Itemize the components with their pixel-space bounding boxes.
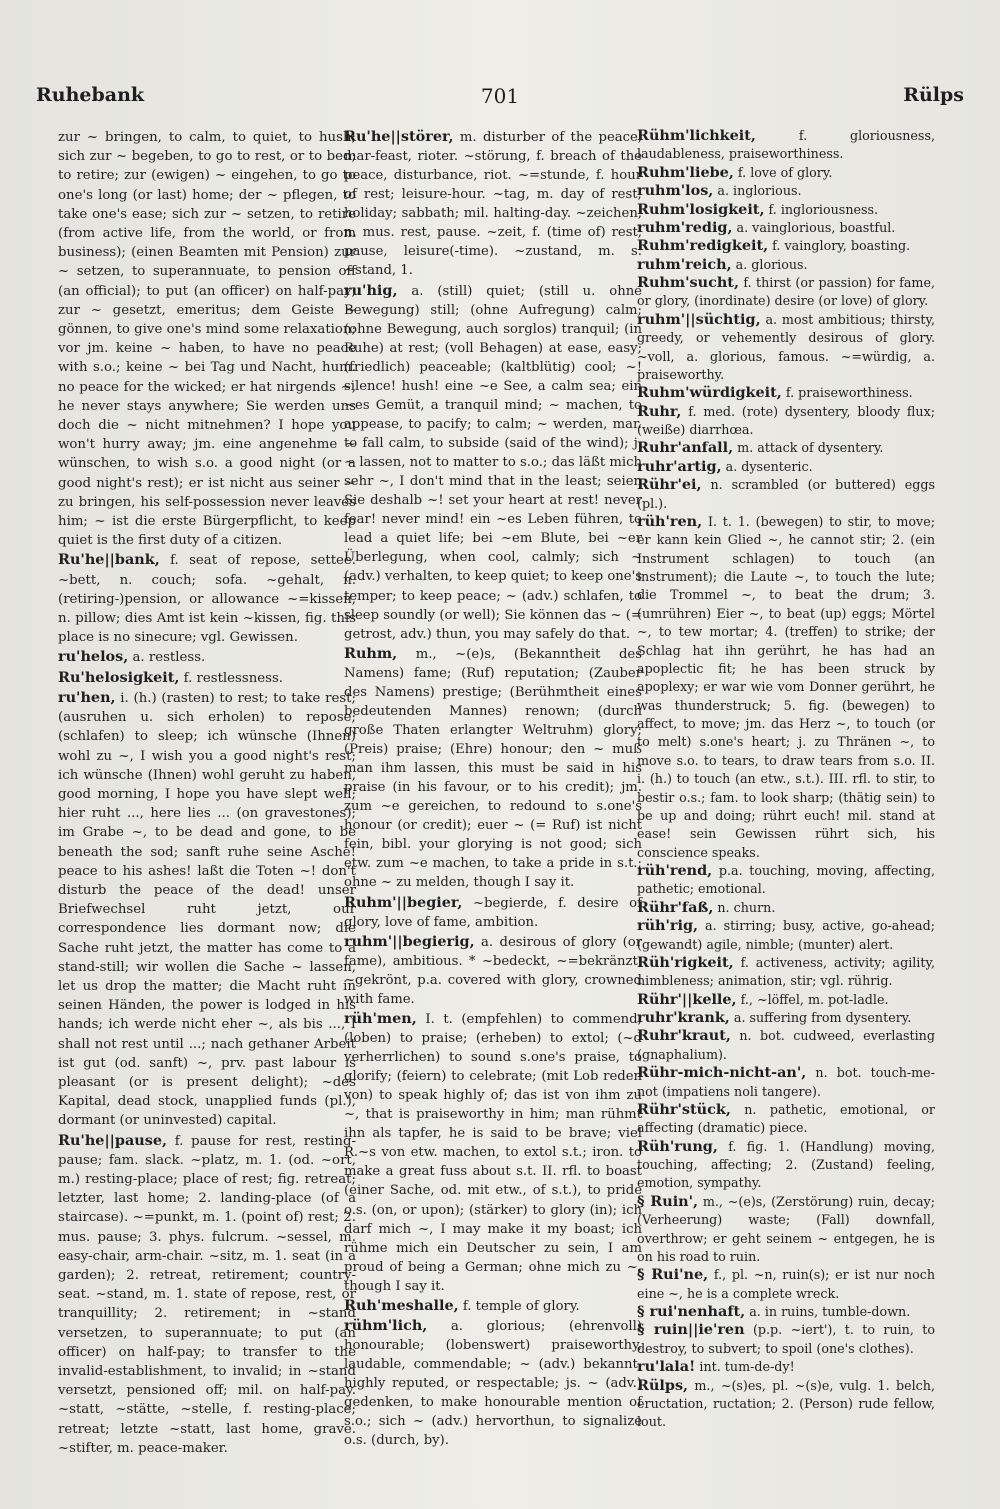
entry-headword: Rühr'faß,: [637, 898, 714, 916]
entry-definition: f. med. (rote) dysentery, bloody flux; (weiße) diarrhœa.: [637, 403, 935, 437]
entry-headword: Rülps,: [637, 1376, 689, 1394]
dictionary-entry: [637, 1377, 935, 1432]
dictionary-entry: [58, 647, 356, 667]
entry-definition: f. gloriousness, laudableness, praiseworthiness.: [637, 128, 935, 162]
entry-headword: Ruhm'sucht,: [637, 274, 739, 291]
entry-definition: a. stirring; busy, active, go-ahead; (gewandt) agile, nimble; (munter) alert.: [637, 918, 935, 952]
entry-definition: m. disturber of the peace, mar-feast, rioter. ~störung, f. breach of the peace, disturbance, riot. ~=stunde, f. hour of rest; leisure-hour. ~tag, m. day of rest; holiday; sabbath; mil. halting-day. ~zeichen, n. mus. rest, pause. ~zeit, f. (time of) rest, pause, leisure(-time). ~zustand, m. s. ~stand, 1.: [344, 130, 642, 279]
entry-headword: Rüh'rung,: [637, 1137, 718, 1155]
entry-definition: a. suffering from dysentery.: [733, 1010, 912, 1025]
entry-definition: a. glorious; (ehrenvoll) honourable; (lobenswert) praiseworthy, laudable, commendable; ~ (adv.) bekannt, highly reputed, or respectable; js. ~ (adv.) gedenken, to make honourable mention of s.o.; sich ~ (adv.) hervorthun, to signalize o.s. (durch, by).: [344, 1318, 642, 1449]
entry-definition: n. bot. touch-me-not (impatiens noli tangere).: [637, 1065, 935, 1099]
dictionary-entry: [637, 513, 935, 862]
entry-definition: f. vainglory, boasting.: [772, 238, 911, 254]
entry-headword: ruhm'||süchtig,: [637, 310, 761, 328]
dictionary-entry: [637, 1266, 935, 1303]
entry-definition: zur ~ bringen, to calm, to quiet, to hush; sich zur ~ begeben, to go to rest, or to bed; to retire; zur (ewigen) ~ eingehen, to go to one's long (or last) home; der ~ pflegen, to take one's ease; sich zur ~ setzen, to retire (from active life, from the world, or from business); (einen Beamten mit Pension) zur ~ setzen, to superannuate, to pension off (an official); to put (an officer) on half-pay; zur ~ gesetzt, emeritus; dem Geiste ~ gönnen, to give one's mind some relaxation; vor jm. keine ~ haben, to have no peace with s.o.; keine ~ bei Tag und Nacht, hum. no peace for the wicked; er hat nirgends ~, he never stays anywhere; Sie werden uns doch die ~ nicht mitnehmen? I hope you won't hurry away; jm. eine angenehme ~ wünschen, to wish s.o. a good night (or a good night's rest); er ist nicht aus seiner ~ zu bringen, his self-possession never leaves him; ~ ist die erste Bürgerpflicht, to keep quiet is the first duty of a citizen.: [58, 130, 356, 549]
entry-headword: ruhm'los,: [637, 182, 714, 200]
dictionary-entry: [58, 550, 356, 647]
entry-headword: § rui'nenhaft,: [637, 1303, 746, 1320]
entry-definition: f. fig. 1. (Handlung) moving, touching, affecting; 2. (Zustand) feeling, emotion, sympathy.: [637, 1138, 935, 1191]
dictionary-entry: [637, 899, 935, 917]
dictionary-entry: [637, 458, 935, 476]
dictionary-entry: [58, 668, 356, 688]
entry-headword: Rühr-mich-nicht-an',: [637, 1064, 807, 1082]
entry-definition: i. (h.) (rasten) to rest; to take rest; (ausruhen u. sich erholen) to repose; (schlafen) to sleep; ich wünsche (Ihnen) wohl zu ~, I wish you a good night's rest; ich wünsche (Ihnen) wohl geruht zu haben, good morning, I hope you have slept well; hier ruht ..., here lies ... (on gravestones); im Grabe ~, to be dead and gone, to be beneath the sod; sanft ruhe seine Asche! peace to his ashes! laßt die Toten ~! don't disturb the peace of the dead! unser Briefwechsel ruht jetzt, our correspondence lies dormant now; die Sache ruht jetzt, the matter has come to a stand-still; wir wollen die Sache ~ lassen, let us drop the matter; die Macht ruht in seinen Händen, the power is lodged in his hands; ich werde nicht eher ~, als bis ..., I shall not rest until ...; nach gethaner Arbeit ist gut (od. sanft) ~, prv. past labour is pleasant (or is present delight); ~des Kapital, dead stock, unapplied funds (pl.), dormant (or uninvested) capital.: [58, 690, 356, 1129]
dictionary-entry: [344, 893, 642, 932]
dictionary-entry: [637, 1064, 935, 1101]
dictionary-entry: [637, 1138, 935, 1193]
dictionary-entry: [637, 256, 935, 274]
entry-definition: a. desirous of glory (or fame), ambitious. * ~bedeckt, ~=bekränzt, ~gekrönt, p.a. covered with glory, crowned with fame.: [344, 934, 642, 1007]
dictionary-entry: [637, 1321, 935, 1358]
entry-headword: ruhm'redig,: [637, 218, 733, 236]
dictionary-entry: [637, 403, 935, 440]
entry-definition: n. scrambled (or buttered) eggs (pl.).: [637, 477, 935, 511]
entry-definition: I. t. (empfehlen) to commend; (loben) to praise; (erheben) to extol; (~d verherrlichen) to sound s.one's praise, to glorify; (feiern) to celebrate; (mit Lob reden von) to speak highly of; das ist von ihm zu ~, that is praiseworthy in him; man rühmt ihn als tapfer, he is said to be brave; viel R.~s von etw. machen, to extol s.t.; iron. to make a great fuss about s.t. II. rfl. to boast (einer Sache, od. mit etw., of s.t.), to pride o.s. (on, or upon); (stärker) to glory (in); ich darf mich ~, I may make it my boast; ich rühme mich ein Deutscher zu sein, I am proud of being a German; ohne mich zu ~, though I say it.: [344, 1011, 642, 1294]
entry-definition: a. (still) quiet; (still u. ohne Bewegung) still; (ohne Aufregung) calm; (ohne Bewegung, auch sorglos) tranquil; (in Ruhe) at rest; (voll Behagen) at ease, easy; (friedlich) peaceable; (kaltblütig) cool; ~! silence! hush! eine ~e See, a calm sea; ein ~es Gemüt, a tranquil mind; ~ machen, to appease, to pacify; to calm; ~ werden, mar. to fall calm, to subside (said of the wind); j. ~ lassen, not to matter to s.o.; das läßt mich sehr ~, I don't mind that in the least; seien Sie deshalb ~! set your heart at rest! never fear! never mind! ein ~es Leben führen, to lead a quiet life; bei ~em Blute, bei ~er Überlegung, when cool, calmly; sich ~ (adv.) verhalten, to keep quiet; to keep one's temper; to keep peace; ~ (adv.) schlafen, to sleep soundly (or well); Sie können das ~ (= getrost, adv.) thun, you may safely do that.: [344, 283, 642, 642]
dictionary-entry: [637, 201, 935, 219]
entry-definition: m. attack of dysentery.: [737, 440, 884, 456]
entry-definition: (p.p. ~iert'), t. to ruin, to destroy, to subvert; to spoil (one's clothes).: [637, 1322, 935, 1356]
dictionary-entry: [344, 1316, 642, 1450]
entry-headword: Rüh'rigkeit,: [637, 953, 734, 971]
running-header: [36, 84, 964, 114]
dictionary-entry: [344, 932, 642, 1009]
entry-headword: § ruin||ie'ren: [637, 1321, 745, 1339]
entry-headword: Ru'he||bank,: [58, 551, 160, 569]
entry-headword: ru'hen,: [58, 688, 116, 706]
entry-headword: Ru'he||störer,: [344, 128, 454, 145]
dictionary-entry: [344, 127, 642, 281]
entry-headword: ru'hig,: [344, 281, 398, 299]
dictionary-entry: [344, 1296, 642, 1316]
entry-definition: ~begierde, f. desire of glory, love of fame, ambition.: [344, 895, 642, 930]
entry-headword: ruhm'||begierig,: [344, 932, 475, 950]
entry-definition: a. dysenteric.: [725, 458, 813, 474]
dictionary-entry: [58, 1131, 356, 1458]
entry-headword: Ruhm'losigkeit,: [637, 200, 765, 218]
dictionary-entry: [637, 311, 935, 385]
entry-headword: rüh'men,: [344, 1009, 417, 1027]
entry-headword: Ruhm'liebe,: [637, 163, 734, 181]
dictionary-entry: [637, 862, 935, 899]
dictionary-entry: [58, 688, 356, 1131]
entry-headword: § Ruin',: [637, 1192, 699, 1210]
dictionary-entry: [344, 281, 642, 644]
entry-headword: Rühr'ei,: [637, 476, 702, 494]
entry-definition: n. pathetic, emotional, or affecting (dramatic) piece.: [637, 1101, 935, 1136]
dictionary-entry: [344, 644, 642, 893]
entry-headword: ruhm'reich,: [637, 255, 732, 273]
entry-headword: Ruhm'||begier,: [344, 893, 463, 911]
dictionary-entry: [637, 384, 935, 402]
entry-headword: Ruhr,: [637, 402, 682, 420]
entry-headword: rühm'lich,: [344, 1316, 428, 1334]
entry-headword: rüh'ren,: [637, 512, 703, 530]
entry-headword: ru'helos,: [58, 648, 129, 666]
entry-definition: a. in ruins, tumble-down.: [749, 1304, 911, 1319]
entry-definition: n. bot. cudweed, everlasting (gnaphalium).: [637, 1028, 935, 1062]
dictionary-entry: [637, 127, 935, 164]
entry-definition: f., pl. ~n, ruin(s); er ist nur noch eine ~, he is a complete wreck.: [637, 1267, 935, 1301]
entry-definition: f. praiseworthiness.: [785, 385, 913, 401]
dictionary-entry: [637, 476, 935, 513]
entry-headword: Ru'he||pause,: [58, 1131, 168, 1149]
entry-headword: Ruhr'kraut,: [637, 1027, 731, 1045]
entry-headword: rüh'rig,: [637, 917, 699, 935]
dictionary-entry: [637, 1027, 935, 1064]
entry-headword: Ru'helosigkeit,: [58, 668, 180, 686]
entry-headword: ruhr'artig,: [637, 457, 722, 475]
entry-definition: m., ~(s)es, pl. ~(s)e, vulg. 1. belch, eructation, ructation; 2. (Person) rude fellow, lout.: [637, 1377, 935, 1430]
entry-headword: ruhr'krank,: [637, 1009, 730, 1026]
column-middle: [344, 127, 642, 1450]
dictionary-entry: [637, 991, 935, 1009]
header-right-guide-word: Rülps: [903, 84, 964, 106]
entry-headword: rüh'rend,: [637, 862, 713, 879]
entry-definition: f., ~löffel, m. pot-ladle.: [740, 991, 889, 1007]
dictionary-entry: [637, 1101, 935, 1138]
header-left-guide-word: Ruhebank: [36, 84, 145, 106]
column-left: [58, 127, 356, 1458]
dictionary-entry: [637, 164, 935, 182]
entry-headword: Ruhr'anfall,: [637, 439, 734, 457]
dictionary-entry: [58, 127, 356, 550]
entry-headword: Ruhm'redigkeit,: [637, 237, 769, 255]
dictionary-entry: [637, 954, 935, 991]
entry-definition: m., ~(e)s, (Zerstörung) ruin, decay; (Verheerung) waste; (Fall) downfall, overthrow; er geht seinem ~ entgegen, he is on his road to ruin.: [637, 1193, 935, 1264]
page-number: 701: [480, 84, 520, 108]
entry-definition: p.a. touching, moving, affecting, pathetic; emotional.: [637, 863, 935, 897]
entry-definition: f. love of glory.: [737, 164, 833, 180]
entry-headword: Rühr'stück,: [637, 1100, 731, 1118]
entry-definition: m., ~(e)s, (Bekanntheit des Namens) fame; (Ruf) reputation; (Zauber des Namens) prestige; (Berühmtheit eines bedeutenden Mannes) renown; (durch große Thaten erlangter Weltruhm) glory; (Preis) praise; (Ehre) honour; den ~ muß man ihm lassen, this must be said in his praise (in his favour, or to his credit); jm. zum ~e gereichen, to redound to s.one's honour (or credit); euer ~ (= Ruf) ist nicht fein, bibl. your glorying is not good; sich etw. zum ~e machen, to take a pride in s.t.; ohne ~ zu melden, though I say it.: [344, 646, 642, 891]
dictionary-entry: [637, 274, 935, 311]
entry-definition: a. restless.: [132, 650, 206, 666]
dictionary-entry: [637, 237, 935, 255]
dictionary-entry: [637, 182, 935, 200]
dictionary-entry: [344, 1009, 642, 1296]
entry-definition: a. vainglorious, boastful.: [736, 219, 896, 235]
entry-headword: Ruhm'würdigkeit,: [637, 384, 782, 402]
entry-definition: f. ingloriousness.: [768, 201, 879, 217]
dictionary-entry: [637, 219, 935, 237]
dictionary-entry: [637, 1303, 935, 1321]
entry-definition: int. tum-de-dy!: [699, 1359, 795, 1375]
entry-definition: n. churn.: [717, 899, 776, 915]
dictionary-entry: [637, 1193, 935, 1267]
entry-headword: § Rui'ne,: [637, 1266, 709, 1284]
dictionary-entry: [637, 1009, 935, 1027]
entry-definition: a. most ambitious; thirsty, greedy, or vehemently desirous of glory. ~voll, a. glorious, famous. ~=würdig, a. praiseworthy.: [637, 311, 935, 382]
entry-definition: f. pause for rest, resting-pause; fam. slack. ~platz, m. 1. (od. ~ort, m.) resting-place; place of rest; fig. retreat; letzter, last home; 2. landing-place (of a staircase). ~=punkt, m. 1. (point of) rest; 2. mus. pause; 3. phys. fulcrum. ~sessel, m. easy-chair, arm-chair. ~sitz, m. 1. seat (in a garden); 2. retreat, retirement; country-seat. ~stand, m. 1. state of repose, rest, or tranquillity; 2. retirement; in ~stand versetzen, to superannuate; to put (an officer) on half-pay; to transfer to the invalid-establishment, to invalid; in ~stand versetzt, pensioned off; mil. on half-pay. ~statt, ~stätte, ~stelle, f. resting-place; retreat; letzte ~statt, last home, grave. ~stifter, m. peace-maker.: [58, 1133, 356, 1456]
entry-definition: f. thirst (or passion) for fame, or glory, (inordinate) desire (or love) of glory.: [637, 275, 935, 309]
entry-headword: Ruhm,: [344, 644, 398, 662]
entry-definition: f. seat of repose, settee. ~bett, n. couch; sofa. ~gehalt, n. (retiring-)pension, or allowance ~=kissen, n. pillow; dies Amt ist kein ~kissen, fig. this place is no sinecure; vgl. Gewissen.: [58, 553, 356, 646]
entry-headword: ru'lala!: [637, 1358, 696, 1376]
entry-definition: f. activeness, activity; agility, nimbleness; animation, stir; vgl. rührig.: [637, 954, 935, 989]
entry-headword: Rühm'lichkeit,: [637, 127, 756, 144]
entry-definition: f. temple of glory.: [462, 1298, 580, 1314]
column-right: [637, 127, 935, 1432]
entry-definition: f. restlessness.: [183, 670, 284, 686]
entry-headword: Ruh'meshalle,: [344, 1296, 459, 1314]
dictionary-entry: [637, 917, 935, 954]
entry-definition: a. inglorious.: [717, 183, 802, 199]
dictionary-entry: [637, 1358, 935, 1376]
entry-definition: I. t. 1. (bewegen) to stir, to move; er kann kein Glied ~, he cannot stir; 2. (ein Instrument schlagen) to touch (an instrument); die Laute ~, to touch the lute; die Trommel ~, to beat the drum; 3. (umrühren) Eier ~, to beat (up) eggs; Mörtel ~, to tew mortar; 4. (treffen) to strike; der Schlag hat ihn gerührt, he has had an apoplectic fit; he has been struck by apoplexy; er war wie vom Donner gerührt, he was thunderstruck; 5. fig. (bewegen) to affect, to move; jm. das Herz ~, to touch (or to melt) s.one's heart; j. zu Thränen ~, to move s.o. to tears, to draw tears from s.o. II. i. (h.) to touch (an etw., s.t.). III. rfl. to stir, to bestir o.s.; fam. to look sharp; (thätig sein) to be up and doing; rührt euch! mil. stand at ease! sein Gewissen rührt sich, his conscience speaks.: [637, 513, 935, 860]
dictionary-entry: [637, 439, 935, 457]
entry-headword: Rühr'||kelle,: [637, 990, 737, 1008]
entry-definition: a. glorious.: [735, 256, 808, 272]
